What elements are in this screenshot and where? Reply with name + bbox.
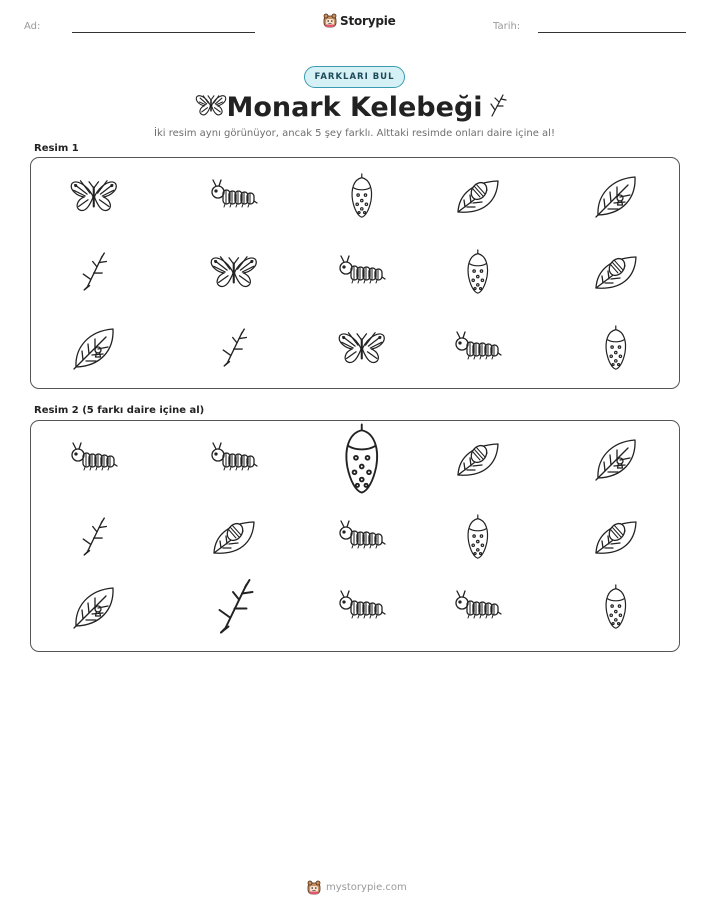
twig-large-icon[interactable]	[212, 577, 257, 637]
caterpillar-icon[interactable]	[70, 442, 118, 476]
mascot-icon	[323, 13, 337, 28]
caterpillar-icon	[210, 179, 258, 213]
caterpillar-icon[interactable]	[210, 442, 258, 476]
chrysalis-icon	[602, 325, 630, 371]
chrysalis-large-icon[interactable]	[340, 423, 384, 496]
butterfly-icon	[210, 253, 258, 291]
leaf-egg-icon[interactable]	[455, 439, 501, 479]
twig-icon[interactable]	[78, 516, 110, 558]
twig-icon	[488, 92, 508, 118]
butterfly-icon	[70, 177, 118, 215]
caterpillar-icon[interactable]	[338, 520, 386, 554]
name-label: Ad:	[24, 21, 41, 32]
chrysalis-icon	[464, 249, 492, 295]
caterpillar-icon[interactable]	[454, 590, 502, 624]
instructions: İki resim aynı görünüyor, ancak 5 şey farklı. Alttaki resimde onları daire içine al!	[154, 128, 555, 139]
mascot-icon	[307, 880, 321, 895]
caterpillar-icon	[338, 255, 386, 289]
twig-icon	[78, 251, 110, 293]
date-label: Tarih:	[493, 21, 521, 32]
footer-url: mystorypie.com	[326, 882, 407, 893]
chrysalis-icon[interactable]	[602, 584, 630, 630]
picture-1-label: Resim 1	[34, 143, 79, 154]
leaf-icon[interactable]	[594, 437, 638, 481]
page-title: Monark Kelebeği	[226, 92, 483, 123]
date-field-line[interactable]	[538, 32, 686, 33]
chrysalis-icon	[348, 173, 376, 219]
butterfly-icon	[338, 329, 386, 367]
category-badge: FARKLARI BUL	[304, 66, 405, 88]
name-field-line[interactable]	[72, 32, 255, 33]
leaf-egg-icon[interactable]	[593, 517, 639, 557]
picture-2-label: Resim 2 (5 farkı daire içine al)	[34, 405, 205, 416]
caterpillar-icon[interactable]	[338, 590, 386, 624]
footer	[307, 880, 407, 895]
leaf-egg-icon[interactable]	[211, 517, 257, 557]
leaf-icon	[594, 174, 638, 218]
brand-logo	[323, 13, 396, 28]
leaf-egg-icon	[593, 252, 639, 292]
leaf-icon[interactable]	[72, 585, 116, 629]
chrysalis-icon[interactable]	[464, 514, 492, 560]
twig-icon	[218, 327, 250, 369]
leaf-icon	[72, 326, 116, 370]
caterpillar-icon	[454, 331, 502, 365]
leaf-egg-icon	[455, 176, 501, 216]
brand-name: Storypie	[340, 13, 396, 28]
